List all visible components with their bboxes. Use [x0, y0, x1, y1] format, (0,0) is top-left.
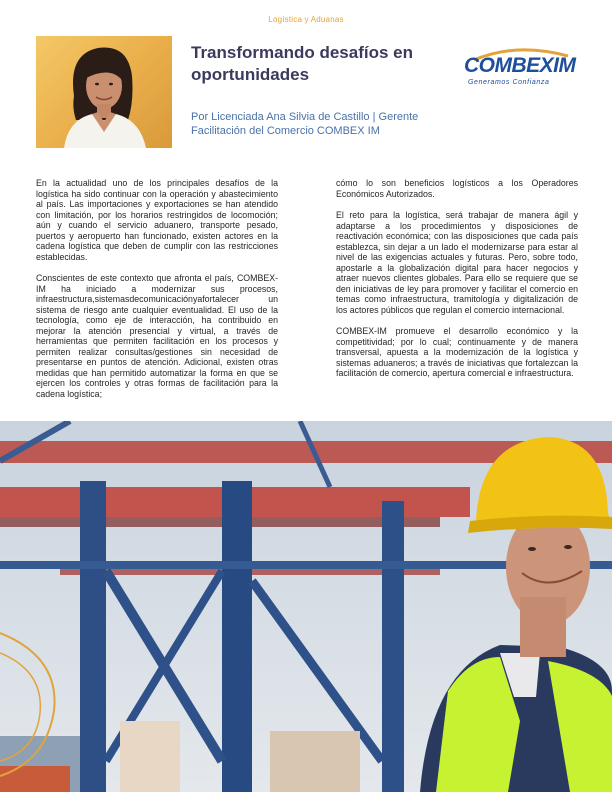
body-paragraph: El reto para la logística, será trabajar de manera ágil y adaptarse a los procedimientos y disposiciones de reactivación económica; con las disposiciones que cada país establezca, sin dejar a un lado el modernizarse para estar al nivel de las exigencias actuales y futuras. Pero, sobre todo, apostarle a la globalización digital para hacer negocios y atraer nuevos clientes globales. Para ello se requiere que se den iniciativas de ley para promover y facilitar el comercio en temas como infraestructura, tramitología y digitalización de los actores públicos que regulan el comercio internacional. [336, 210, 578, 315]
body-paragraph: cómo lo son beneficios logísticos a los Operadores Económicos Autorizados. [336, 178, 578, 199]
article-title: Transformando desafíos en oportunidades [191, 43, 413, 84]
port-worker-photo [0, 421, 612, 792]
author-portrait-illustration [36, 36, 172, 148]
combexim-logo [460, 46, 576, 92]
body-column-left [36, 178, 278, 403]
section-label: Logística y Aduanas [268, 15, 344, 24]
author-photo [36, 36, 172, 148]
body-paragraph: En la actualidad uno de los principales desafíos de la logística ha sido continuar con la operación y abastecimiento al país. Las importaciones y exportaciones se han atendido con limitación, por los horarios restringidos de locomoción; aún y cuando el servicio aduanero, transporte pesado, puertos y aeropuerto han funcionado, existen actores en la cadena logística que deben de cumplir con las restricciones establecidas. [36, 178, 278, 262]
logo-tagline: Generamos Confianza [468, 79, 550, 86]
body-paragraph: COMBEX-IM promueve el desarrollo económico y la competitividad; por lo cual; continuamente y de manera transversal, apuesta a la modernización de la logística y sistemas aduaneros; a través de iniciativas que fortalezcan la facilitación de comercio, apertura comercial e infraestructura. [336, 326, 578, 378]
logo-wordmark: COMBEXIM [464, 54, 576, 77]
body-paragraph: Conscientes de este contexto que afronta el país, COMBEX-IM ha iniciado a modernizar sus procesos, infraestructura,sistemasdecomunicaciónyafortalecer un sistema de riesgo ante cualquier eventualidad. El uso de la tecnología, como eje de interacción, ha contribuido en mejorar la atención presencial y virtual, a través de herramientas que permiten facilitación en los procesos y permiten realizar consultas/gestiones sin necesidad de presentarse en puntos de atención. Adicional, existen otras medidas que han permitido automatizar la forma en que se ejercen los controles y otras formas de facilitación para la cadena logística; [36, 273, 278, 399]
port-scene-illustration [0, 421, 612, 792]
article-body [36, 178, 578, 403]
body-column-right [336, 178, 578, 403]
article-byline: Por Licenciada Ana Silvia de Castillo | Gerente Facilitación del Comercio COMBEX IM [191, 111, 419, 137]
